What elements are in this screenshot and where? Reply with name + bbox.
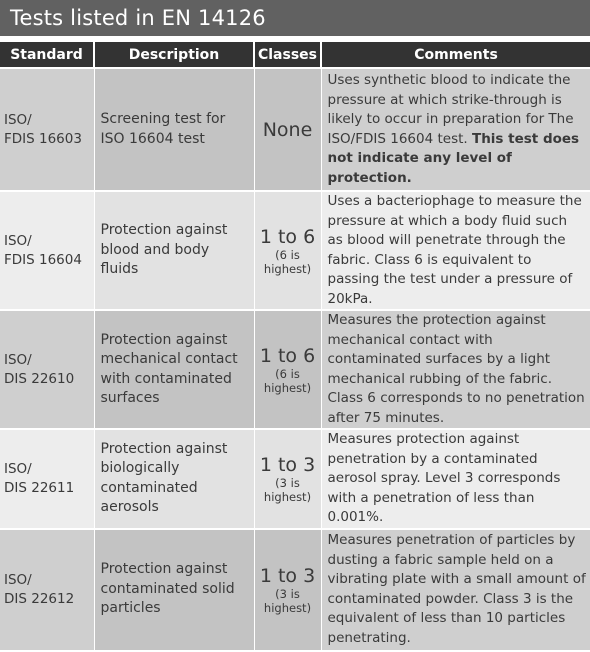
standard-prefix: ISO/ — [4, 232, 32, 249]
comment-text: Measures the protection against mechanical contact with contaminated surfaces by a light mechanical rubbing of the fabric. Class 6 corresponds to no penetration after 75 minutes. — [327, 312, 585, 426]
standard-cell — [0, 529, 94, 651]
classes-note: (3 is highest) — [263, 475, 312, 504]
classes-cell — [254, 529, 321, 651]
description-cell: Protection against contaminated solid particles — [94, 529, 254, 651]
en14126-tests-table — [0, 42, 590, 652]
table-row — [0, 529, 590, 651]
comment-text: Measures penetration of particles by dusting a fabric sample held on a vibrating plate with a small amount of contaminated powder. Class 3 is the equivalent of less than 10 particles penetrating. — [327, 532, 586, 646]
comment-cell — [321, 68, 590, 191]
page-title: Tests listed in EN 14126 — [0, 0, 590, 36]
classes-note: (6 is highest) — [263, 366, 312, 395]
description-cell: Protection against biologically contaminated aerosols — [94, 429, 254, 529]
standard-prefix: ISO/ — [4, 111, 32, 128]
standard-code: FDIS 16604 — [4, 251, 82, 268]
classes-value: 1 to 6 — [259, 225, 316, 248]
description-cell: Screening test for ISO 16604 test — [94, 68, 254, 191]
table-row — [0, 310, 590, 429]
standard-cell — [0, 191, 94, 310]
description-cell: Protection against blood and body fluids — [94, 191, 254, 310]
classes-cell — [254, 191, 321, 310]
standard-cell — [0, 310, 94, 429]
table-header-row — [0, 42, 590, 68]
standard-cell — [0, 68, 94, 191]
standard-code: DIS 22611 — [4, 479, 75, 496]
header-comments: Comments — [321, 42, 590, 68]
comment-text: Measures protection against penetration by a contaminated aerosol spray. Level 3 corresponds with a penetration of less than 0.001%. — [327, 431, 561, 525]
table-row — [0, 191, 590, 310]
comment-bold-note: This test does not indicate any level of protection. — [327, 130, 580, 186]
comment-text: Uses synthetic blood to indicate the pressure at which strike-through is likely to occur in preparation for The ISO/FDIS 16604 test. — [327, 72, 574, 147]
header-standard: Standard — [0, 42, 94, 68]
standard-cell — [0, 429, 94, 529]
header-description: Description — [94, 42, 254, 68]
classes-value: 1 to 6 — [259, 344, 316, 367]
classes-note: (3 is highest) — [263, 586, 312, 615]
classes-cell — [254, 68, 321, 191]
description-cell: Protection against mechanical contact with contaminated surfaces — [94, 310, 254, 429]
comment-cell — [321, 529, 590, 651]
comment-cell — [321, 191, 590, 310]
classes-value: None — [262, 118, 313, 141]
table-row — [0, 68, 590, 191]
standard-code: FDIS 16603 — [4, 130, 82, 147]
standard-prefix: ISO/ — [4, 351, 32, 368]
classes-value: 1 to 3 — [259, 453, 316, 476]
header-classes: Classes — [254, 42, 321, 68]
comment-cell — [321, 310, 590, 429]
standard-prefix: ISO/ — [4, 571, 32, 588]
classes-note: (6 is highest) — [263, 247, 312, 276]
classes-cell — [254, 429, 321, 529]
comment-cell — [321, 429, 590, 529]
classes-cell — [254, 310, 321, 429]
standard-prefix: ISO/ — [4, 460, 32, 477]
comment-text: Uses a bacteriophage to measure the pressure at which a body fluid such as blood will penetrate through the fabric. Class 6 is equivalent to passing the test under a pressure of 20kPa. — [327, 193, 582, 307]
standard-code: DIS 22610 — [4, 370, 75, 387]
classes-value: 1 to 3 — [259, 564, 316, 587]
table-row — [0, 429, 590, 529]
standard-code: DIS 22612 — [4, 590, 75, 607]
